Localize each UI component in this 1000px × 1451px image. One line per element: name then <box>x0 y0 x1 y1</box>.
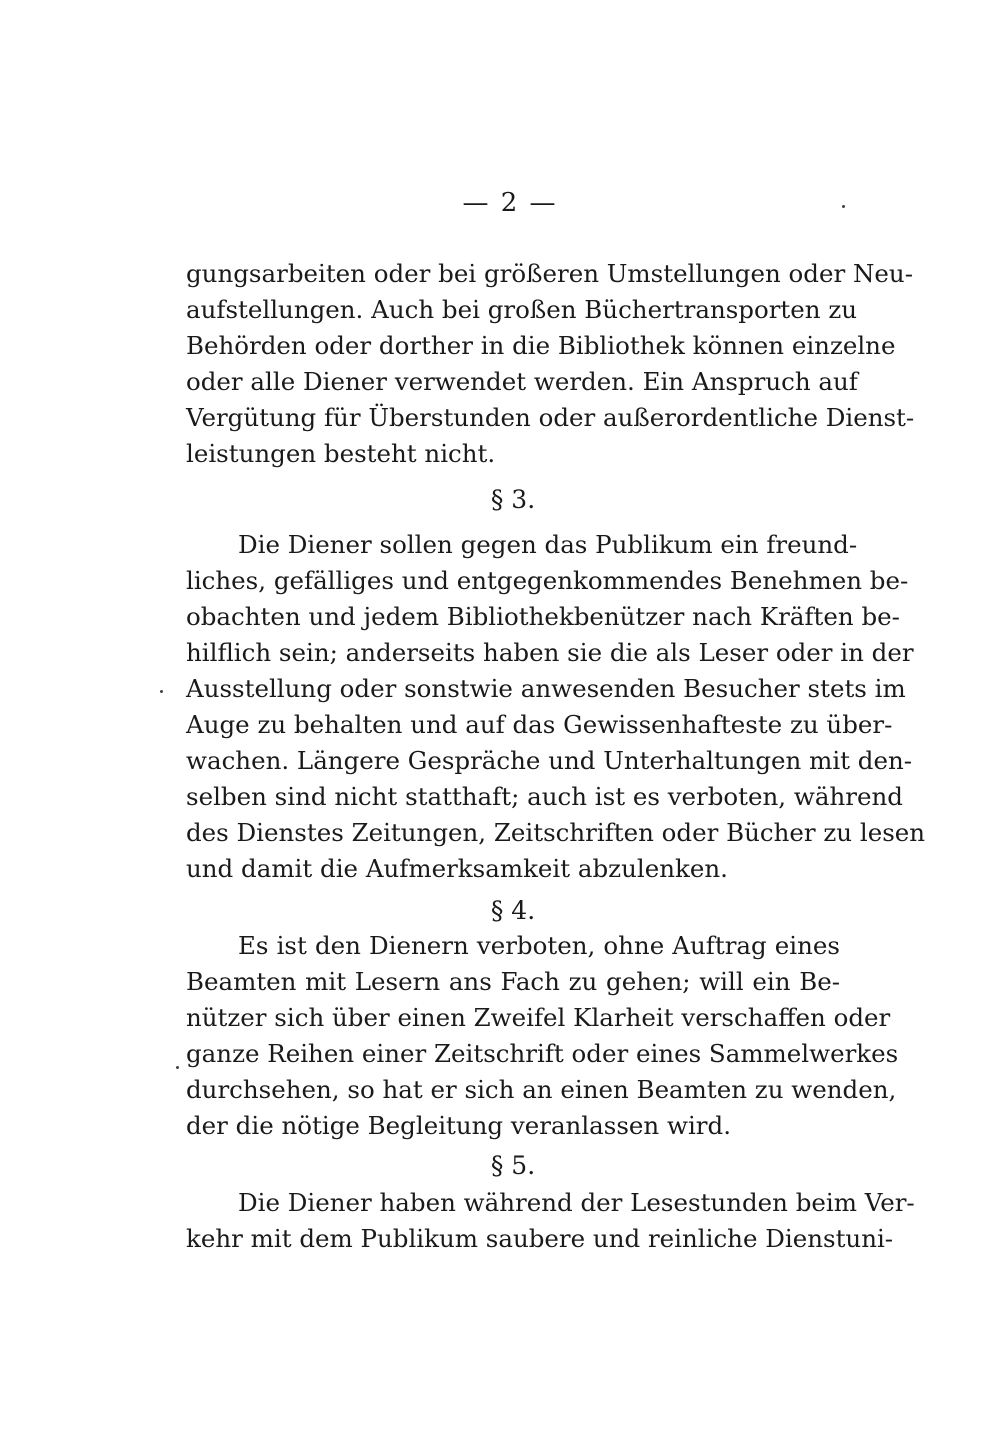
paragraph-line: Vergütung für Überstunden oder außerordentliche Dienst- <box>186 403 915 432</box>
paragraph-line: selben sind nicht statthaft; auch ist es verboten, während <box>186 782 903 811</box>
paragraph-line: Es ist den Dienern verboten, ohne Auftrag eines <box>238 931 840 960</box>
paragraph-line: wachen. Längere Gespräche und Unterhaltungen mit den- <box>186 746 913 775</box>
paragraph-line: Behörden oder dorther in die Bibliothek können einzelne <box>186 331 896 360</box>
paragraph-line: aufstellungen. Auch bei großen Büchertransporten zu <box>186 295 858 324</box>
paragraph-line: leistungen besteht nicht. <box>186 439 496 468</box>
paragraph-continued <box>186 256 915 472</box>
section-3-heading: § 3. <box>490 485 536 514</box>
paragraph-line: Auge zu behalten und auf das Gewissenhafteste zu über- <box>186 710 893 739</box>
section-4-heading: § 4. <box>490 896 536 925</box>
paragraph-line: nützer sich über einen Zweifel Klarheit verschaffen oder <box>186 1003 891 1032</box>
paragraph-line: Ausstellung oder sonstwie anwesenden Besucher stets im <box>186 674 906 703</box>
paragraph-line: hilflich sein; anderseits haben sie die als Leser oder in der <box>186 638 914 667</box>
page-number: — 2 — <box>462 188 558 218</box>
section-4-body <box>186 928 899 1144</box>
paragraph-line: gungsarbeiten oder bei größeren Umstellungen oder Neu- <box>186 259 913 288</box>
scan-speck <box>160 690 163 693</box>
paragraph-line: oder alle Diener verwendet werden. Ein Anspruch auf <box>186 367 858 396</box>
paragraph-line: Beamten mit Lesern ans Fach zu gehen; will ein Be- <box>186 967 840 996</box>
scan-speck <box>842 205 845 208</box>
section-5-heading: § 5. <box>490 1151 536 1180</box>
paragraph-line: liches, gefälliges und entgegenkommendes Benehmen be- <box>186 566 909 595</box>
scan-speck <box>176 1066 179 1069</box>
paragraph-line: ganze Reihen einer Zeitschrift oder eines Sammelwerkes <box>186 1039 899 1068</box>
paragraph-line: der die nötige Begleitung veranlassen wird. <box>186 1111 731 1140</box>
section-3-body <box>186 527 926 887</box>
section-5-body <box>186 1185 915 1257</box>
paragraph-line: Die Diener haben während der Lesestunden beim Ver- <box>238 1188 915 1217</box>
paragraph-line: des Dienstes Zeitungen, Zeitschriften oder Bücher zu lesen <box>186 818 926 847</box>
paragraph-line: kehr mit dem Publikum saubere und reinliche Dienstuni- <box>186 1224 894 1253</box>
paragraph-line: obachten und jedem Bibliothekbenützer nach Kräften be- <box>186 602 900 631</box>
paragraph-line: durchsehen, so hat er sich an einen Beamten zu wenden, <box>186 1075 897 1104</box>
paragraph-line: Die Diener sollen gegen das Publikum ein freund- <box>238 530 858 559</box>
paragraph-line: und damit die Aufmerksamkeit abzulenken. <box>186 854 728 883</box>
